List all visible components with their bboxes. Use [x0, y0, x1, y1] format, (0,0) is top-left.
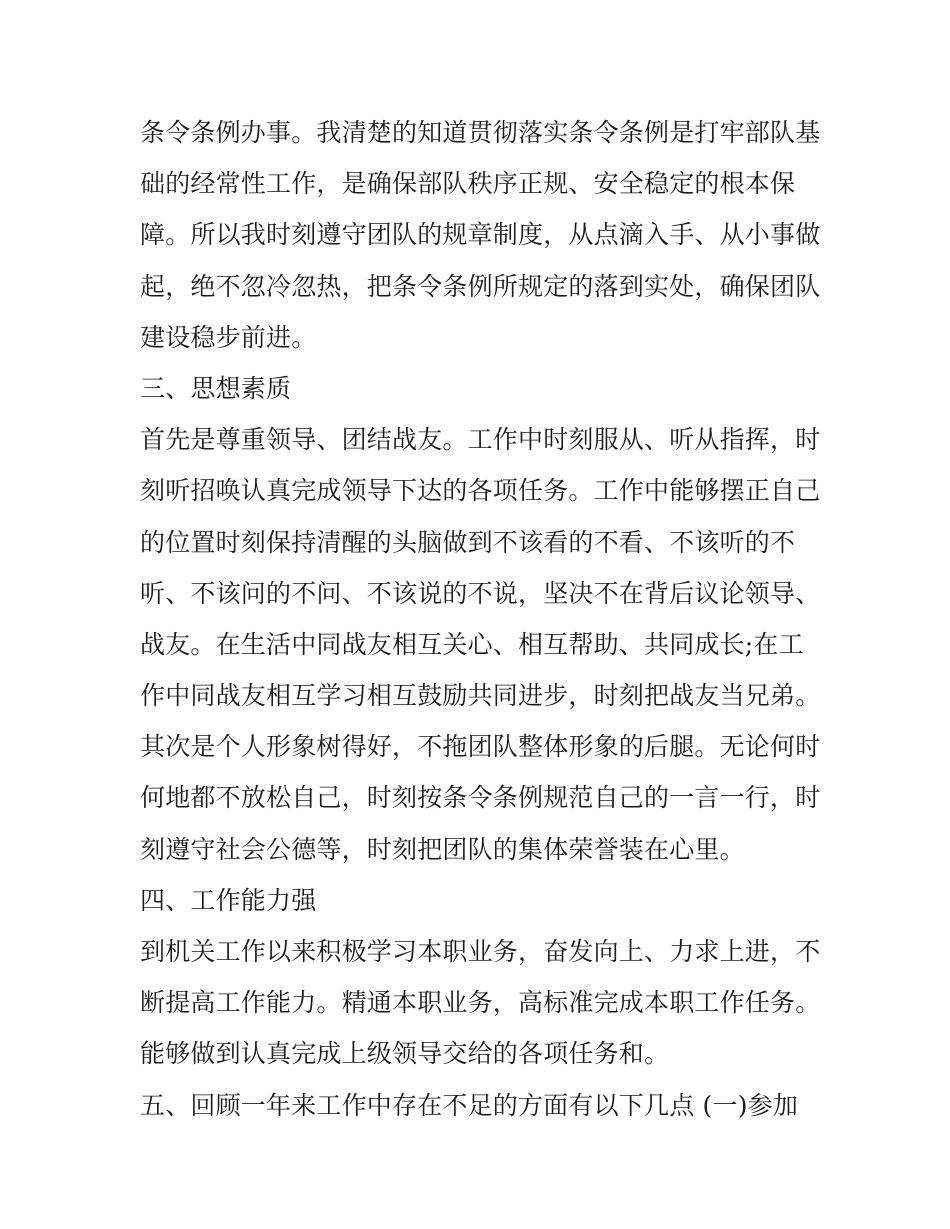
text-line: 起，绝不忽冷忽热，把条令条例所规定的落到实处，确保团队 [140, 271, 821, 301]
text-line: 何地都不放松自己，时刻按条令条例规范自己的一言一行，时 [140, 783, 821, 813]
document-body [140, 107, 820, 1131]
text-line: 刻遵守社会公德等，时刻把团队的集体荣誉装在心里。 [140, 834, 745, 864]
text-line: 础的经常性工作，是确保部队秩序正规、安全稳定的根本保 [140, 169, 796, 199]
text-line: 能够做到认真完成上级领导交给的各项任务和。 [140, 1039, 670, 1069]
section-heading-thought-quality: 三、思想素质 [140, 373, 292, 403]
text-line: 首先是尊重领导、团结战友。工作中时刻服从、听从指挥，时 [140, 425, 821, 455]
text-line: 断提高工作能力。精通本职业务，高标准完成本职工作任务。 [140, 988, 821, 1018]
text-line: 其次是个人形象树得好，不拖团队整体形象的后腿。无论何时 [140, 732, 821, 762]
text-line: 条令条例办事。我清楚的知道贯彻落实条令条例是打牢部队基 [140, 118, 821, 147]
section-heading-work-ability: 四、工作能力强 [140, 885, 317, 915]
text-line: 建设稳步前进。 [140, 322, 317, 352]
text-line: 的位置时刻保持清醒的头脑做到不该看的不看、不该听的不 [140, 527, 796, 557]
text-line: 到机关工作以来积极学习本职业务，奋发向上、力求上进，不 [140, 937, 821, 966]
text-line: 战友。在生活中同战友相互关心、相互帮助、共同成长;在工 [140, 629, 804, 659]
text-line: 刻听招唤认真完成领导下达的各项任务。工作中能够摆正自己 [140, 476, 821, 506]
text-line: 听、不该问的不问、不该说的不说，坚决不在背后议论领导、 [140, 578, 821, 608]
text-line: 作中同战友相互学习相互鼓励共同进步，时刻把战友当兄弟。 [140, 681, 821, 711]
section-heading-shortcomings: 五、回顾一年来工作中存在不足的方面有以下几点 (一)参加 [140, 1090, 799, 1120]
text-line: 障。所以我时刻遵守团队的规章制度，从点滴入手、从小事做 [140, 220, 821, 250]
